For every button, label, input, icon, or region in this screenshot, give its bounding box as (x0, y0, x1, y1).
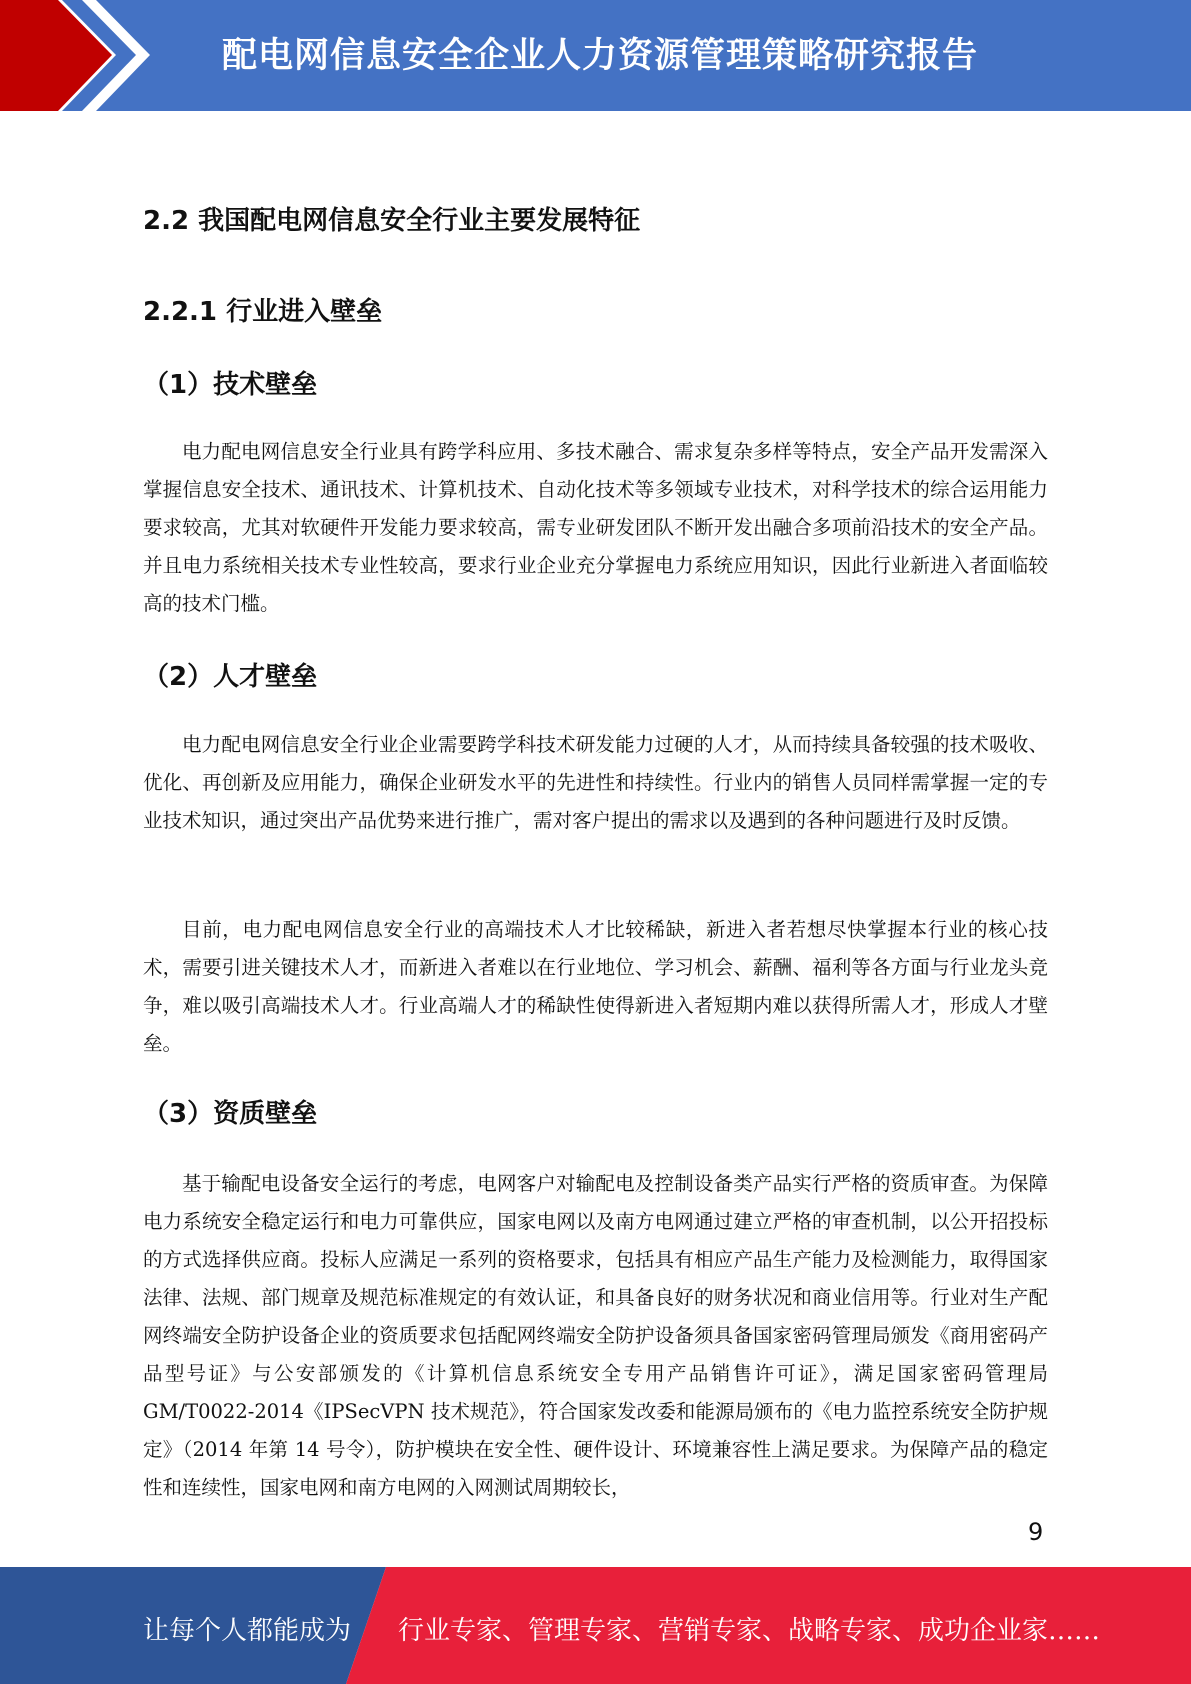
paragraph-tech: 电力配电网信息安全行业具有跨学科应用、多技术融合、需求复杂多样等特点，安全产品开发需深入掌握信息安全技术、通讯技术、计算机技术、自动化技术等多领域专业技术，对科学技术的综合运用能力要求较高，尤其对软硬件开发能力要求较高，需专业研发团队不断开发出融合多项前沿技术的安全产品。并且电力系统相关技术专业性较高，要求行业企业充分掌握电力系统应用知识，因此行业新进入者面临较高的技术门槛。 (143, 440, 1048, 615)
section-heading: 2.2 我国配电网信息安全行业主要发展特征 (143, 206, 641, 236)
header-arrow-icon (0, 0, 170, 111)
paragraph-talent-2: 目前，电力配电网信息安全行业的高端技术人才比较稀缺，新进入者若想尽快掌握本行业的核心技术，需要引进关键技术人才，而新进入者难以在行业地位、学习机会、薪酬、福利等各方面与行业龙头竞争，难以吸引高端技术人才。行业高端人才的稀缺性使得新进入者短期内难以获得所需人才，形成人才壁垒。 (143, 918, 1048, 1055)
subsection-title-qualification: （3）资质壁垒 (143, 1099, 318, 1129)
subsection-title-tech: （1）技术壁垒 (143, 370, 318, 400)
page-number: 9 (1028, 1518, 1044, 1546)
subsection-title-talent: （2）人才壁垒 (143, 662, 318, 692)
footer-slogan-right: 行业专家、管理专家、营销专家、战略专家、成功企业家…… (398, 1616, 1101, 1646)
subsection-heading: 2.2.1 行业进入壁垒 (143, 297, 383, 327)
paragraph-talent-1: 电力配电网信息安全行业企业需要跨学科技术研发能力过硬的人才，从而持续具备较强的技术吸收、优化、再创新及应用能力，确保企业研发水平的先进性和持续性。行业内的销售人员同样需掌握一定的专业技术知识，通过突出产品优势来进行推广，需对客户提出的需求以及遇到的各种问题进行及时反馈。 (143, 733, 1048, 832)
paragraph-qualification: 基于输配电设备安全运行的考虑，电网客户对输配电及控制设备类产品实行严格的资质审查。为保障电力系统安全稳定运行和电力可靠供应，国家电网以及南方电网通过建立严格的审查机制，以公开招投标的方式选择供应商。投标人应满足一系列的资格要求，包括具有相应产品生产能力及检测能力，取得国家法律、法规、部门规章及规范标准规定的有效认证，和具备良好的财务状况和商业信用等。行业对生产配网终端安全防护设备企业的资质要求包括配网终端安全防护设备须具备国家密码管理局颁发《商用密码产品型号证》与公安部颁发的《计算机信息系统安全专用产品销售许可证》，满足国家密码管理局 GM/T0022-2014《IPSecVPN 技术规范》，符合国家发改委和能源局颁布的《电力监控系统安全防护规定》（2014 年第 14 号令），防护模块在安全性、硬件设计、环境兼容性上满足要求。为保障产品的稳定性和连续性，国家电网和南方电网的入网测试周期较长， (143, 1172, 1048, 1499)
report-title: 配电网信息安全企业人力资源管理策略研究报告 (222, 36, 979, 76)
header-bar (0, 0, 1191, 111)
footer-slogan-left: 让每个人都能成为 (143, 1616, 352, 1646)
